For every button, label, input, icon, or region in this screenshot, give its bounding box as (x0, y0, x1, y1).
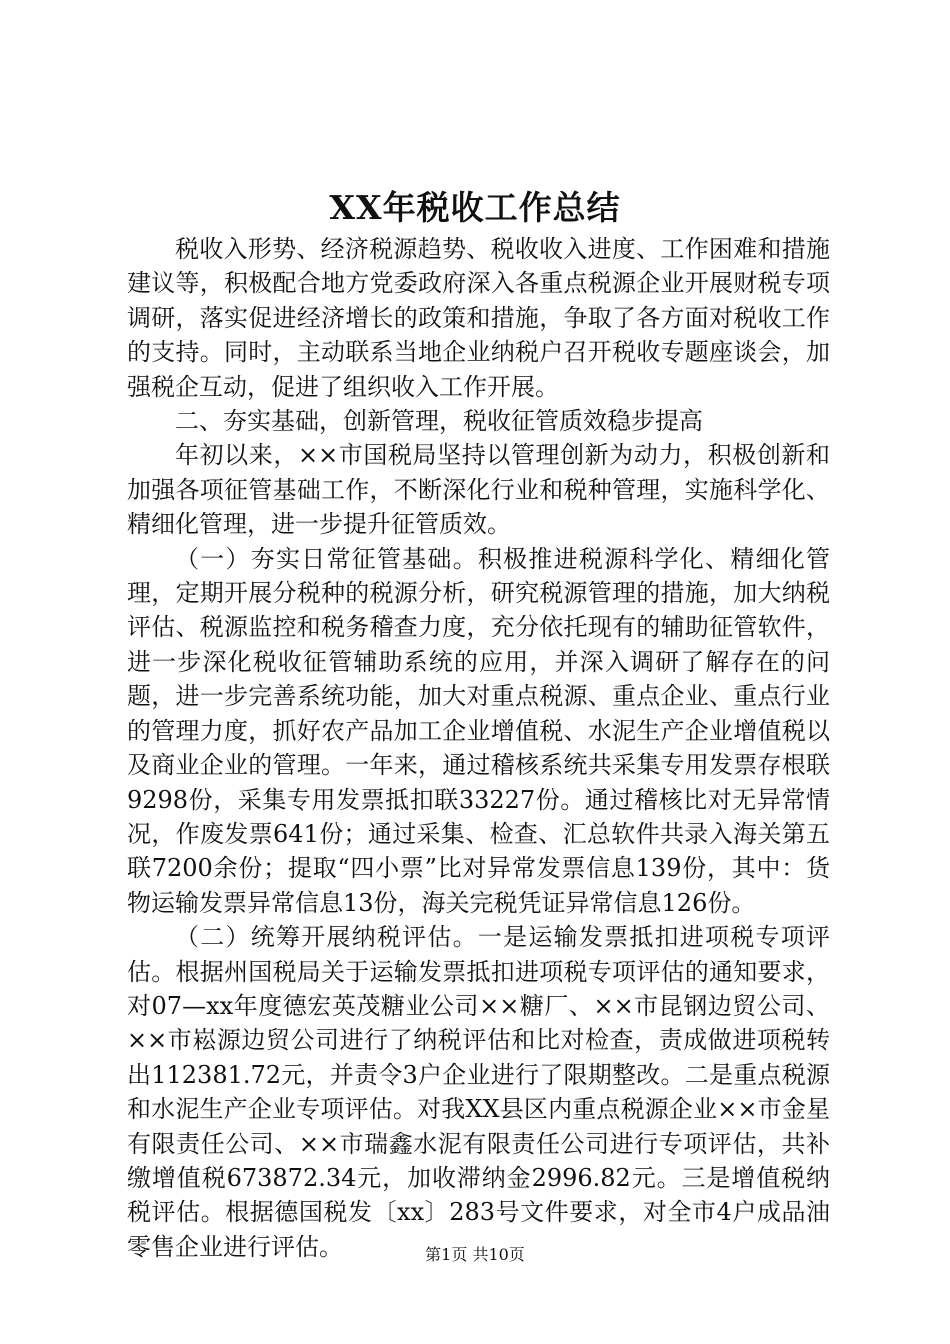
paragraph-daily-collection: （一）夯实日常征管基础。积极推进税源科学化、精细化管理，定期开展分税种的税源分析，研究税源管理的措施，加大纳税评估、税源监控和税务稽查力度，充分依托现有的辅助征管软件，进一步深化税收征管辅助系统的应用，并深入调研了解存在的问题，进一步完善系统功能，加大对重点税源、重点企业、重点行业的管理力度，抓好农产品加工企业增值税、水泥生产企业增值税以及商业企业的管理。一年来，通过稽核系统共采集专用发票存根联9298份，采集专用发票抵扣联33227份。通过稽核比对无异常情况，作废发票641份；通过采集、检查、汇总软件共录入海关第五联7200余份；提取“四小票”比对异常发票信息139份，其中：货物运输发票异常信息13份，海关完税凭证异常信息126份。 (127, 544, 830, 917)
document-body (127, 232, 830, 1264)
paragraph-revenue-analysis: 税收入形势、经济税源趋势、税收收入进度、工作困难和措施建议等，积极配合地方党委政府深入各重点税源企业开展财税专项调研，落实促进经济增长的政策和措施，争取了各方面对税收工作的支持。同时，主动联系当地企业纳税户召开税收专题座谈会，加强税企互动，促进了组织收入工作开展。 (127, 235, 830, 401)
section-heading-2: 二、夯实基础，创新管理，税收征管质效稳步提高 (175, 407, 703, 436)
paragraph-management-innovation: 年初以来，××市国税局坚持以管理创新为动力，积极创新和加强各项征管基础工作，不断深化行业和税种管理，实施科学化、精细化管理，进一步提升征管质效。 (127, 441, 830, 539)
paragraph-tax-assessment: （二）统筹开展纳税评估。一是运输发票抵扣进项税专项评估。根据州国税局关于运输发票抵扣进项税专项评估的通知要求，对07—xx年度德宏英茂糖业公司××糖厂、××市昆钢边贸公司、××市崧源边贸公司进行了纳税评估和比对检查，责成做进项税转出112381.72元，并责令3户企业进行了限期整改。二是重点税源和水泥生产企业专项评估。对我XX县区内重点税源企业××市金星有限责任公司、××市瑞鑫水泥有限责任公司进行专项评估，共补缴增值税673872.34元，加收滞纳金2996.82元。三是增值税纳税评估。根据德国税发〔xx〕283号文件要求，对全市4户成品油零售企业进行评估。 (127, 923, 830, 1261)
page-number-footer: 第1页 共10页 (425, 1245, 525, 1264)
document-title: XX年税收工作总结 (329, 188, 621, 227)
